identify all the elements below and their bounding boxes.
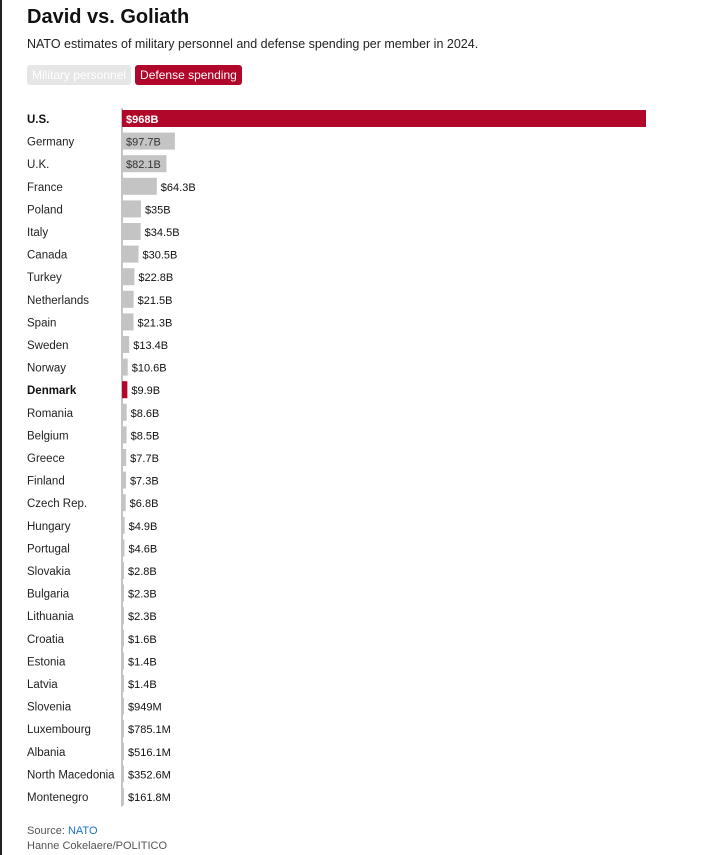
bar-netherlands[interactable] bbox=[122, 291, 134, 308]
source-link[interactable]: NATO bbox=[67, 825, 98, 837]
category-label-u-k: U.K. bbox=[27, 159, 50, 172]
category-label-turkey: Turkey bbox=[27, 272, 62, 285]
value-label-denmark: $9.9B bbox=[131, 385, 161, 398]
value-label-croatia: $1.6B bbox=[128, 633, 157, 646]
value-label-montenegro: $161.8M bbox=[128, 792, 171, 804]
value-label-lithuania: $2.3B bbox=[128, 611, 157, 624]
value-label-north-macedonia: $352.6M bbox=[128, 769, 171, 782]
metric-toggle bbox=[27, 65, 242, 85]
bar-greece[interactable] bbox=[122, 449, 126, 466]
category-label-u-s: U.S. bbox=[27, 114, 50, 126]
value-label-slovakia: $2.8B bbox=[128, 566, 157, 578]
value-label-czech-rep: $6.8B bbox=[129, 498, 159, 511]
value-label-france: $64.3B bbox=[160, 181, 196, 194]
value-label-albania: $516.1M bbox=[128, 746, 171, 759]
bar-luxembourg[interactable] bbox=[122, 720, 124, 737]
value-label-italy: $34.5B bbox=[144, 227, 180, 239]
credit-line: Hanne Cokelaere/POLITICO bbox=[27, 840, 168, 852]
bar-albania[interactable] bbox=[122, 743, 124, 760]
category-label-canada: Canada bbox=[27, 249, 68, 262]
bar-croatia[interactable] bbox=[122, 630, 124, 647]
value-label-slovenia: $949M bbox=[128, 701, 162, 714]
bar-slovenia[interactable] bbox=[122, 698, 124, 715]
category-label-montenegro: Montenegro bbox=[27, 792, 89, 804]
category-label-estonia: Estonia bbox=[27, 656, 66, 669]
bar-norway[interactable] bbox=[122, 359, 128, 376]
bar-belgium[interactable] bbox=[122, 426, 127, 443]
bar-spain[interactable] bbox=[122, 313, 134, 330]
source-prefix: Source: bbox=[27, 825, 68, 837]
category-label-france: France bbox=[27, 181, 63, 194]
value-label-u-k: $82.1B bbox=[126, 159, 161, 172]
bar-portugal[interactable] bbox=[122, 539, 124, 556]
category-label-denmark: Denmark bbox=[27, 385, 77, 398]
bar-estonia[interactable] bbox=[122, 652, 124, 669]
category-label-portugal: Portugal bbox=[27, 543, 70, 556]
value-label-portugal: $4.6B bbox=[128, 543, 158, 556]
bar-slovakia[interactable] bbox=[122, 562, 124, 579]
category-label-italy: Italy bbox=[27, 227, 49, 239]
category-label-poland: Poland bbox=[27, 204, 63, 217]
value-label-latvia: $1.4B bbox=[128, 679, 157, 691]
value-label-romania: $8.6B bbox=[130, 407, 160, 420]
category-label-norway: Norway bbox=[27, 362, 66, 375]
bar-finland[interactable] bbox=[122, 472, 126, 489]
value-label-norway: $10.6B bbox=[131, 362, 167, 375]
bar-lithuania[interactable] bbox=[122, 607, 124, 624]
category-label-albania: Albania bbox=[27, 746, 66, 759]
military-personnel-button[interactable]: Military personnel bbox=[27, 65, 131, 85]
chart-subtitle: NATO estimates of military personnel and defense spending per member in 2024. bbox=[27, 37, 479, 51]
bar-italy[interactable] bbox=[122, 223, 141, 240]
value-label-hungary: $4.9B bbox=[128, 520, 158, 533]
value-label-finland: $7.3B bbox=[129, 475, 159, 488]
bar-czech-rep[interactable] bbox=[122, 494, 126, 511]
category-label-bulgaria: Bulgaria bbox=[27, 588, 70, 601]
value-label-germany: $97.7B bbox=[126, 136, 161, 149]
category-label-luxembourg: Luxembourg bbox=[27, 724, 91, 737]
bar-chart bbox=[0, 100, 718, 815]
value-label-canada: $30.5B bbox=[142, 249, 178, 262]
bar-u-s[interactable] bbox=[122, 110, 646, 127]
category-label-slovenia: Slovenia bbox=[27, 701, 72, 714]
value-label-estonia: $1.4B bbox=[128, 656, 157, 669]
category-label-germany: Germany bbox=[27, 136, 75, 149]
chart-title: David vs. Goliath bbox=[27, 6, 190, 28]
value-label-bulgaria: $2.3B bbox=[128, 588, 157, 601]
value-label-luxembourg: $785.1M bbox=[128, 724, 171, 737]
category-label-belgium: Belgium bbox=[27, 430, 69, 443]
category-label-slovakia: Slovakia bbox=[27, 566, 71, 578]
bar-denmark[interactable] bbox=[122, 381, 127, 398]
source-note bbox=[27, 824, 167, 854]
bar-bulgaria[interactable] bbox=[122, 585, 124, 602]
bar-france[interactable] bbox=[122, 178, 157, 195]
category-label-greece: Greece bbox=[27, 453, 65, 465]
category-label-lithuania: Lithuania bbox=[27, 611, 74, 624]
value-label-u-s: $968B bbox=[126, 114, 159, 126]
value-label-turkey: $22.8B bbox=[138, 272, 174, 285]
value-label-poland: $35B bbox=[144, 204, 171, 217]
category-label-sweden: Sweden bbox=[27, 340, 69, 352]
category-label-czech-rep: Czech Rep. bbox=[27, 498, 88, 511]
value-label-greece: $7.7B bbox=[130, 453, 159, 465]
category-label-hungary: Hungary bbox=[27, 520, 71, 533]
defense-spending-button[interactable]: Defense spending bbox=[135, 65, 242, 85]
category-label-north-macedonia: North Macedonia bbox=[27, 769, 115, 782]
value-label-spain: $21.3B bbox=[137, 317, 173, 330]
bar-latvia[interactable] bbox=[122, 675, 124, 692]
value-label-sweden: $13.4B bbox=[133, 340, 169, 352]
bar-north-macedonia[interactable] bbox=[122, 765, 124, 782]
category-label-romania: Romania bbox=[27, 407, 74, 420]
value-label-belgium: $8.5B bbox=[130, 430, 160, 443]
bar-canada[interactable] bbox=[122, 246, 139, 263]
bar-turkey[interactable] bbox=[122, 268, 134, 285]
category-label-spain: Spain bbox=[27, 317, 57, 330]
bar-montenegro[interactable] bbox=[122, 788, 124, 805]
value-label-netherlands: $21.5B bbox=[137, 294, 173, 307]
bar-romania[interactable] bbox=[122, 404, 127, 421]
bar-poland[interactable] bbox=[122, 200, 141, 217]
category-label-latvia: Latvia bbox=[27, 679, 58, 691]
bar-sweden[interactable] bbox=[122, 336, 129, 353]
category-label-finland: Finland bbox=[27, 475, 65, 488]
bar-hungary[interactable] bbox=[122, 517, 125, 534]
category-label-croatia: Croatia bbox=[27, 633, 65, 646]
category-label-netherlands: Netherlands bbox=[27, 294, 90, 307]
